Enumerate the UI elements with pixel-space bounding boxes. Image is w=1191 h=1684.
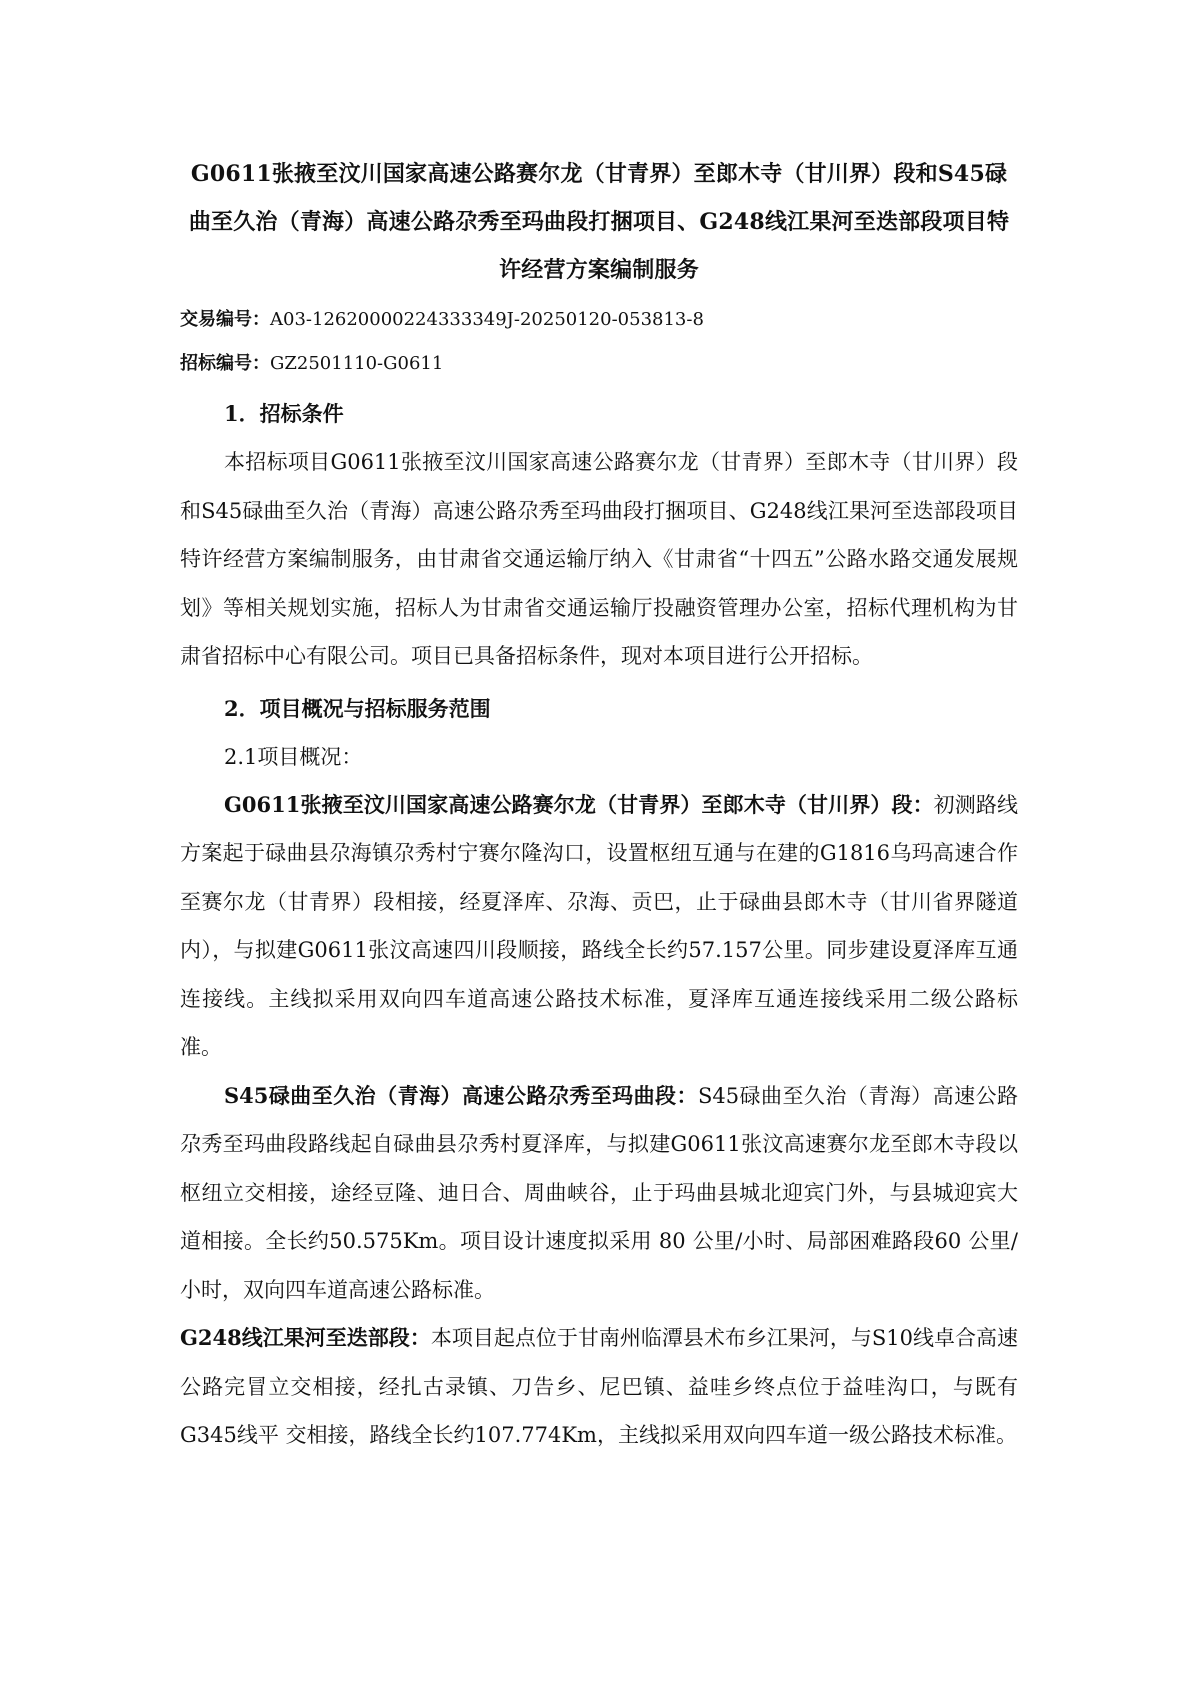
section-2-1-label: 2.1项目概况： bbox=[224, 744, 363, 769]
bid-number-label: 招标编号： bbox=[180, 353, 270, 374]
paragraph-g248 bbox=[180, 1314, 1018, 1460]
trade-number-value: A03-12620000224333349J-20250120-053813-8 bbox=[270, 309, 704, 330]
paragraph-g0611-lead: G0611张掖至汶川国家高速公路赛尔龙（甘青界）至郎木寺（甘川界）段： bbox=[224, 791, 934, 817]
section-1-heading: 1．招标条件 bbox=[224, 401, 344, 426]
trade-number-label: 交易编号： bbox=[180, 309, 270, 330]
paragraph-s45 bbox=[180, 1072, 1018, 1315]
bid-number-line bbox=[180, 342, 1018, 386]
bid-number-value: GZ2501110-G0611 bbox=[270, 353, 444, 374]
paragraph-g248-body: 本项目起点位于甘南州临潭县术布乡江果河，与S10线卓合高速公路完冒立交相接，经扎古录镇、刀告乡、尼巴镇、益哇乡终点位于益哇沟口，与既有G345线平 交相接，路线全长约107.774Km，主线拟采用双向四车道一级公路技术标准。 bbox=[180, 1326, 1018, 1447]
document-content bbox=[180, 150, 1018, 1460]
paragraph-g248-lead: G248线江果河至迭部段： bbox=[180, 1325, 431, 1350]
document-title: G0611张掖至汶川国家高速公路赛尔龙（甘青界）至郎木寺（甘川界）段和S45碌曲至久治（青海）高速公路尕秀至玛曲段打捆项目、G248线江果河至迭部段项目特许经营方案编制服务 bbox=[188, 161, 1010, 283]
paragraph-s45-body: S45碌曲至久治（青海）高速公路尕秀至玛曲段路线起自碌曲县尕秀村夏泽库，与拟建G0611张汶高速赛尔龙至郎木寺段以枢纽立交相接，途经豆隆、迪日合、周曲峡谷，止于玛曲县城北迎宾门外，与县城迎宾大道相接。全长约50.575Km。项目设计速度拟采用 80 公里/小时、局部困难路段60 公里/小时，双向四车道高速公路标准。 bbox=[180, 1083, 1019, 1302]
section-1-body: 本招标项目G0611张掖至汶川国家高速公路赛尔龙（甘青界）至郎木寺（甘川界）段和S45碌曲至久治（青海）高速公路尕秀至玛曲段打捆项目、G248线江果河至迭部段项目特许经营方案编制服务，由甘肃省交通运输厅纳入《甘肃省“十四五”公路水路交通发展规划》等相关规划实施，招标人为甘肃省交通运输厅投融资管理办公室，招标代理机构为甘肃省招标中心有限公司。项目已具备招标条件，现对本项目进行公开招标。 bbox=[180, 450, 1018, 668]
paragraph-g0611-body: 初测路线方案起于碌曲县尕海镇尕秀村宁赛尔隆沟口，设置枢纽互通与在建的G1816乌玛高速合作至赛尔龙（甘青界）段相接，经夏泽库、尕海、贡巴，止于碌曲县郎木寺（甘川省界隧道内），与拟建G0611张汶高速四川段顺接，路线全长约57.157公里。同步建设夏泽库互通连接线。主线拟采用双向四车道高速公路技术标准，夏泽库互通连接线采用二级公路标准。 bbox=[180, 792, 1018, 1059]
paragraph-g0611 bbox=[180, 781, 1018, 1072]
paragraph-s45-lead: S45碌曲至久治（青海）高速公路尕秀至玛曲段： bbox=[224, 1082, 698, 1108]
section-2-heading: 2．项目概况与招标服务范围 bbox=[224, 695, 491, 721]
trade-number-line bbox=[180, 298, 1018, 342]
